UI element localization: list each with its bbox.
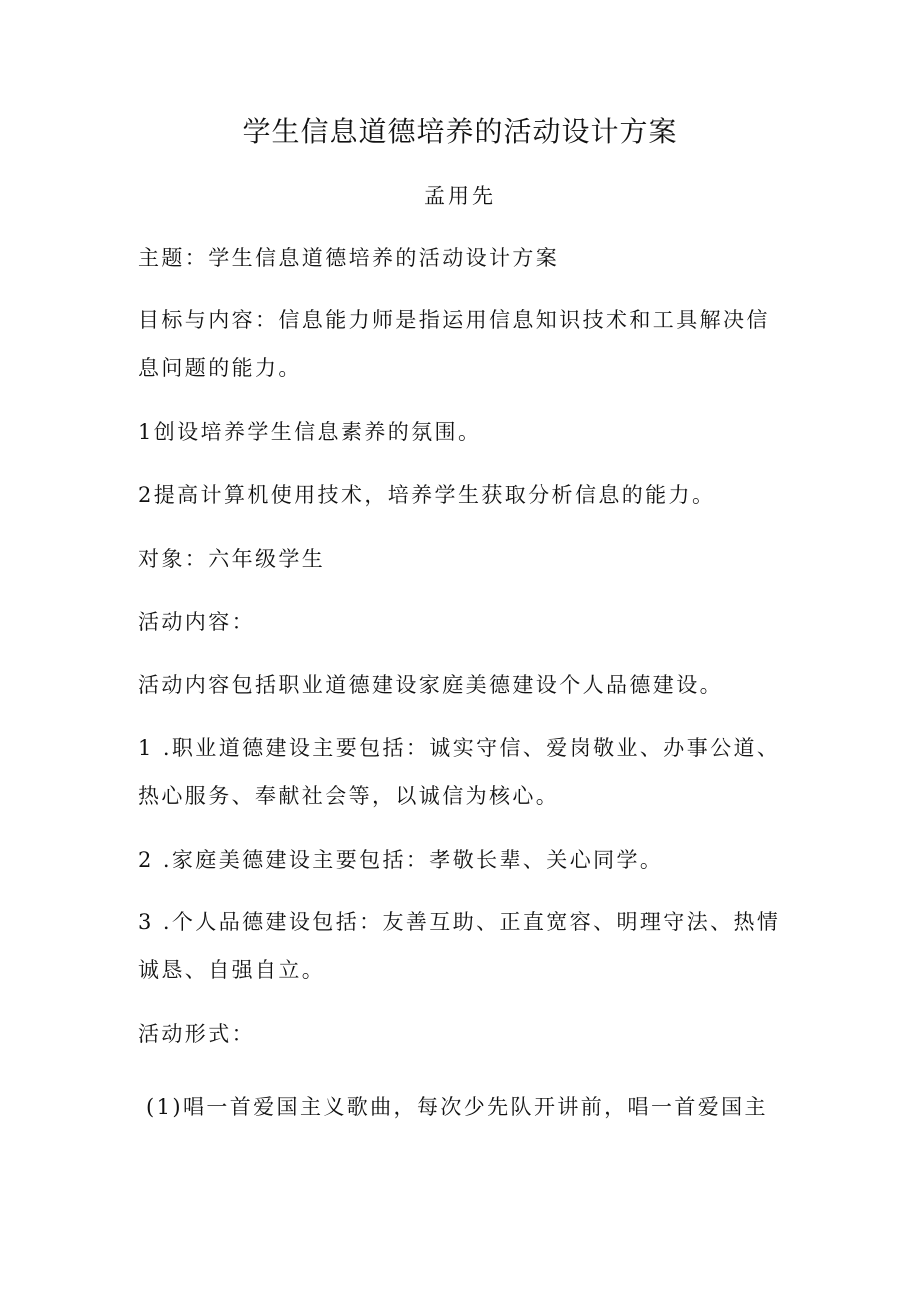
paragraph-activity-item-1: 1 .职业道德建设主要包括：诚实守信、爱岗敬业、办事公道、热心服务、奉献社会等，以诚信为核心。 [138,736,781,808]
paragraph-activity-item-2: 2 .家庭美德建设主要包括：孝敬长辈、关心同学。 [138,848,664,872]
paragraph-goal-item-2: 2提高计算机使用技术，培养学生获取分析信息的能力。 [138,483,716,507]
paragraph-goal-item-1: 1创设培养学生信息素养的氛围。 [138,420,482,444]
paragraph-activity-heading: 活动内容： [138,610,255,634]
paragraph-goal: 目标与内容：信息能力师是指运用信息知识技术和工具解决信息问题的能力。 [138,308,770,380]
paragraph-activity-item-3: 3 .个人品德建设包括：友善互助、正直宽容、明理守法、热情诚恳、自强自立。 [138,910,781,982]
paragraph-audience: 对象：六年级学生 [138,547,326,571]
paragraph-form-item-1: (1)唱一首爱国主义歌曲，每次少先队开讲前，唱一首爱国主 [146,1095,768,1119]
document-title: 学生信息道德培养的活动设计方案 [242,115,678,148]
paragraph-activity-summary: 活动内容包括职业道德建设家庭美德建设个人品德建设。 [138,673,723,697]
paragraph-theme: 主题：学生信息道德培养的活动设计方案 [138,246,560,270]
document-author: 孟用先 [424,184,496,208]
paragraph-form-heading: 活动形式： [138,1022,255,1046]
